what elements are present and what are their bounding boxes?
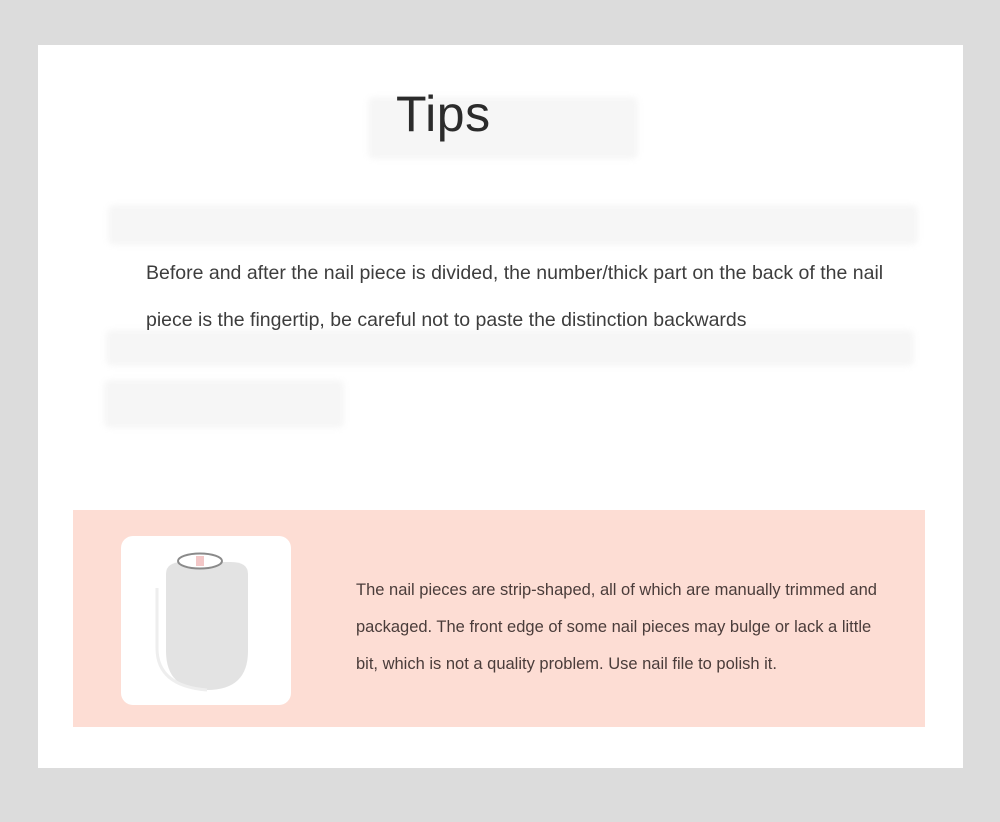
page-title: Tips	[396, 86, 491, 142]
ghost-block	[108, 205, 918, 245]
ghost-block	[104, 380, 344, 428]
nail-piece-icon	[121, 536, 291, 705]
notice-paragraph: The nail pieces are strip-shaped, all of which are manually trimmed and packaged. The front edge of some nail pieces may bulge or lack a little bit, which is not a quality problem. Use nail file to polish it.	[356, 581, 877, 673]
nail-illustration-box	[121, 536, 291, 705]
notice-panel	[73, 510, 925, 727]
tips-card	[38, 45, 963, 768]
tip-paragraph: Before and after the nail piece is divided, the number/thick part on the back of the nail piece is the fingertip, be careful not to paste the distinction backwards	[146, 262, 884, 331]
